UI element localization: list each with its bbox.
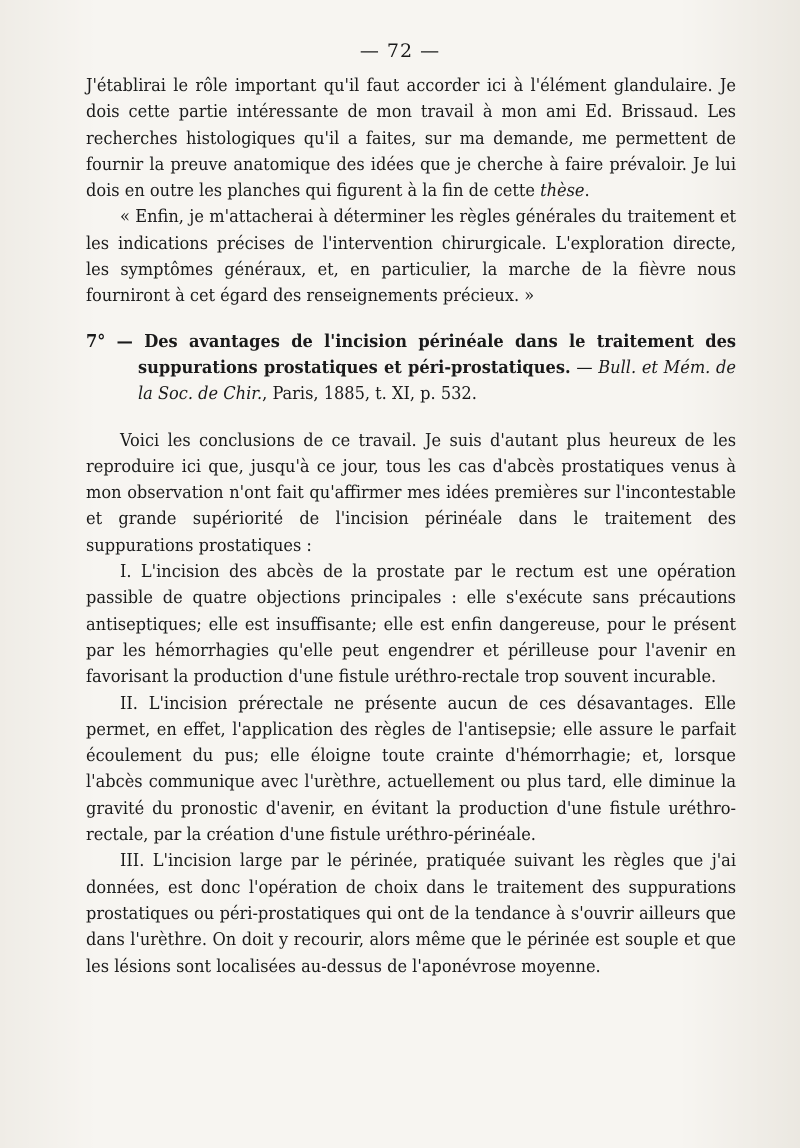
paragraph-conclusions-intro: Voici les conclusions de ce travail. Je suis d'autant plus heureux de les reproduire ici que, jusqu'à ce jour, tous les cas d'abcès prostatiques venus à mon observation n'ont fait qu'affirmer mes idées premières sur l'incontestable et grande supériorité de l'incision périnéale dans le traitement des suppurations prostatiques : <box>86 429 736 556</box>
item-citation: , Paris, 1885, t. XI, p. 532. <box>262 383 477 405</box>
item-title: Des avantages de l'incision périnéale dans le traitement des suppurations prostatiques et péri-prostatiques. <box>138 330 736 378</box>
paragraph-text: J'établirai le rôle important qu'il faut accorder ici à l'élément glandulaire. Je dois cette partie intéressante de mon travail à mon ami Ed. Brissaud. Les recherches histologiques qu'il a faites, sur ma demande, me permettent de fournir la preuve anatomique des idées que je cherche à faire prévaloir. Je lui dois en outre les planches qui figurent à la fin de cette <box>86 75 736 202</box>
item-source: Bull. et Mém. de la Soc. de Chir. <box>138 356 736 405</box>
paragraph-glandular-element <box>86 73 736 204</box>
page-number: — 72 — <box>359 40 441 62</box>
paragraph-end: . <box>584 180 590 202</box>
item-dash: — <box>570 356 599 378</box>
item-number: 7° — <box>86 330 145 352</box>
conclusion-three: III. L'incision large par le périnée, pratiquée suivant les règles que j'ai données, est donc l'opération de choix dans le traitement des suppurations prostatiques ou péri-prostatiques qui ont de la tendance à s'ouvrir ailleurs que dans l'urèthre. On doit y recourir, alors même que le périnée est souple et que les lésions sont localisées au-dessus de l'aponévrose moyenne. <box>86 850 736 977</box>
bibliography-item-7 <box>86 329 736 408</box>
conclusion-one: I. L'incision des abcès de la prostate par le rectum est une opération passible de quatre objections principales : elle s'exécute sans précautions antiseptiques; elle est insuffisante; elle est enfin dangereuse, pour le présent par les hémorrhagies qu'elle peut engendrer et périlleuse pour l'avenir en favorisant la production d'une fistule uréthro-rectale trop souvent incurable. <box>86 561 736 688</box>
conclusion-two: II. L'incision prérectale ne présente aucun de ces désavantages. Elle permet, en effet, l'application des règles de l'antisepsie; elle assure le parfait écoulement du pus; elle éloigne toute crainte d'hémorrhagie; et, lorsque l'abcès communique avec l'urèthre, actuellement ou plus tard, elle diminue la gravité du pronostic d'avenir, en évitant la production d'une fistule uréthro-rectale, par la création d'une fistule uréthro-périnéale. <box>86 692 736 846</box>
italic-these: thèse <box>540 180 585 202</box>
page-body <box>86 73 736 980</box>
paragraph-quote-treatment: « Enfin, je m'attacherai à déterminer les règles générales du traitement et les indications précises de l'intervention chirurgicale. L'exploration directe, les symptômes généraux, et, en particulier, la marche de la fièvre nous fourniront à cet égard des renseignements précieux. » <box>86 206 736 307</box>
